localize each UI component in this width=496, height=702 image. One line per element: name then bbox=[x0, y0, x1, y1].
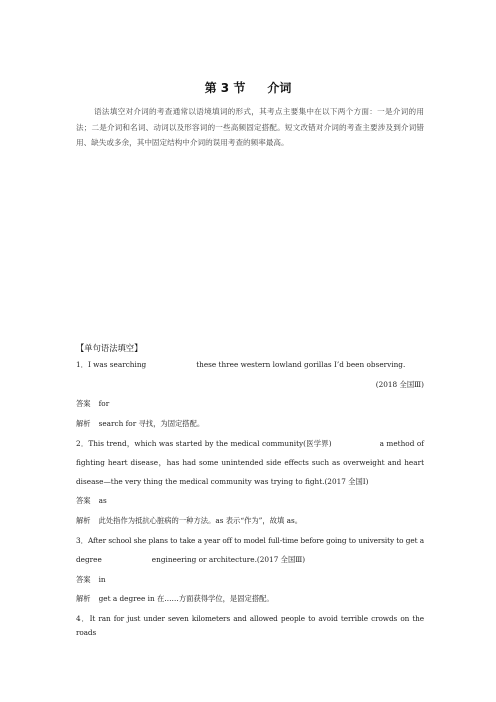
explanation-2: 解析 此处指作为抵抗心脏病的一种方法。as 表示“作为”，故填 as。 bbox=[76, 516, 303, 525]
section-heading: 【单句语法填空】 bbox=[76, 343, 143, 353]
question-2-line-1: 2．This trend，which was started by the medical community(医学界) a method of bbox=[76, 439, 424, 448]
explanation-3: 解析 get a degree in 在……方面获得学位，是固定搭配。 bbox=[76, 594, 274, 603]
page-title bbox=[0, 79, 496, 96]
question-3-line-1: 3．After school she plans to take a year off to model full-time before going to university to get a bbox=[76, 536, 424, 545]
question-4-line-1: 4．It ran for just under seven kilometers and allowed people to avoid terrible crowds on the roads bbox=[76, 614, 424, 637]
question-1: 1．I was searching these three western lowland gorillas I’d been observing. bbox=[76, 360, 406, 369]
section-name: 介词 bbox=[267, 81, 292, 95]
question-2-line-2: fighting heart disease，has had some unintended side effects such as overweight and heart bbox=[76, 458, 424, 467]
section-number: 第 3 节 bbox=[204, 81, 246, 95]
explanation-1: 解析 search for 寻找，为固定搭配。 bbox=[76, 419, 205, 428]
question-2-line-3: disease—the very thing the medical community was trying to fight.(2017 全国Ⅰ) bbox=[76, 477, 369, 486]
intro-paragraph: 语法填空对介词的考查通常以语境填词的形式，其考点主要集中在以下两个方面：一是介词的用法；二是介词和名词、动词以及形容词的一些高频固定搭配。短文改错对介词的考查主要涉及到介词错用、缺失或多余，其中固定结构中介词的误用考查的频率最高。 bbox=[76, 107, 424, 147]
answer-3: 答案 in bbox=[76, 575, 106, 584]
question-3-line-2: degree engineering or architecture.(2017 全国Ⅲ) bbox=[76, 555, 306, 564]
question-1-source: (2018 全国Ⅲ) bbox=[375, 380, 424, 389]
answer-1: 答案 for bbox=[76, 399, 110, 408]
answer-2: 答案 as bbox=[76, 496, 107, 505]
